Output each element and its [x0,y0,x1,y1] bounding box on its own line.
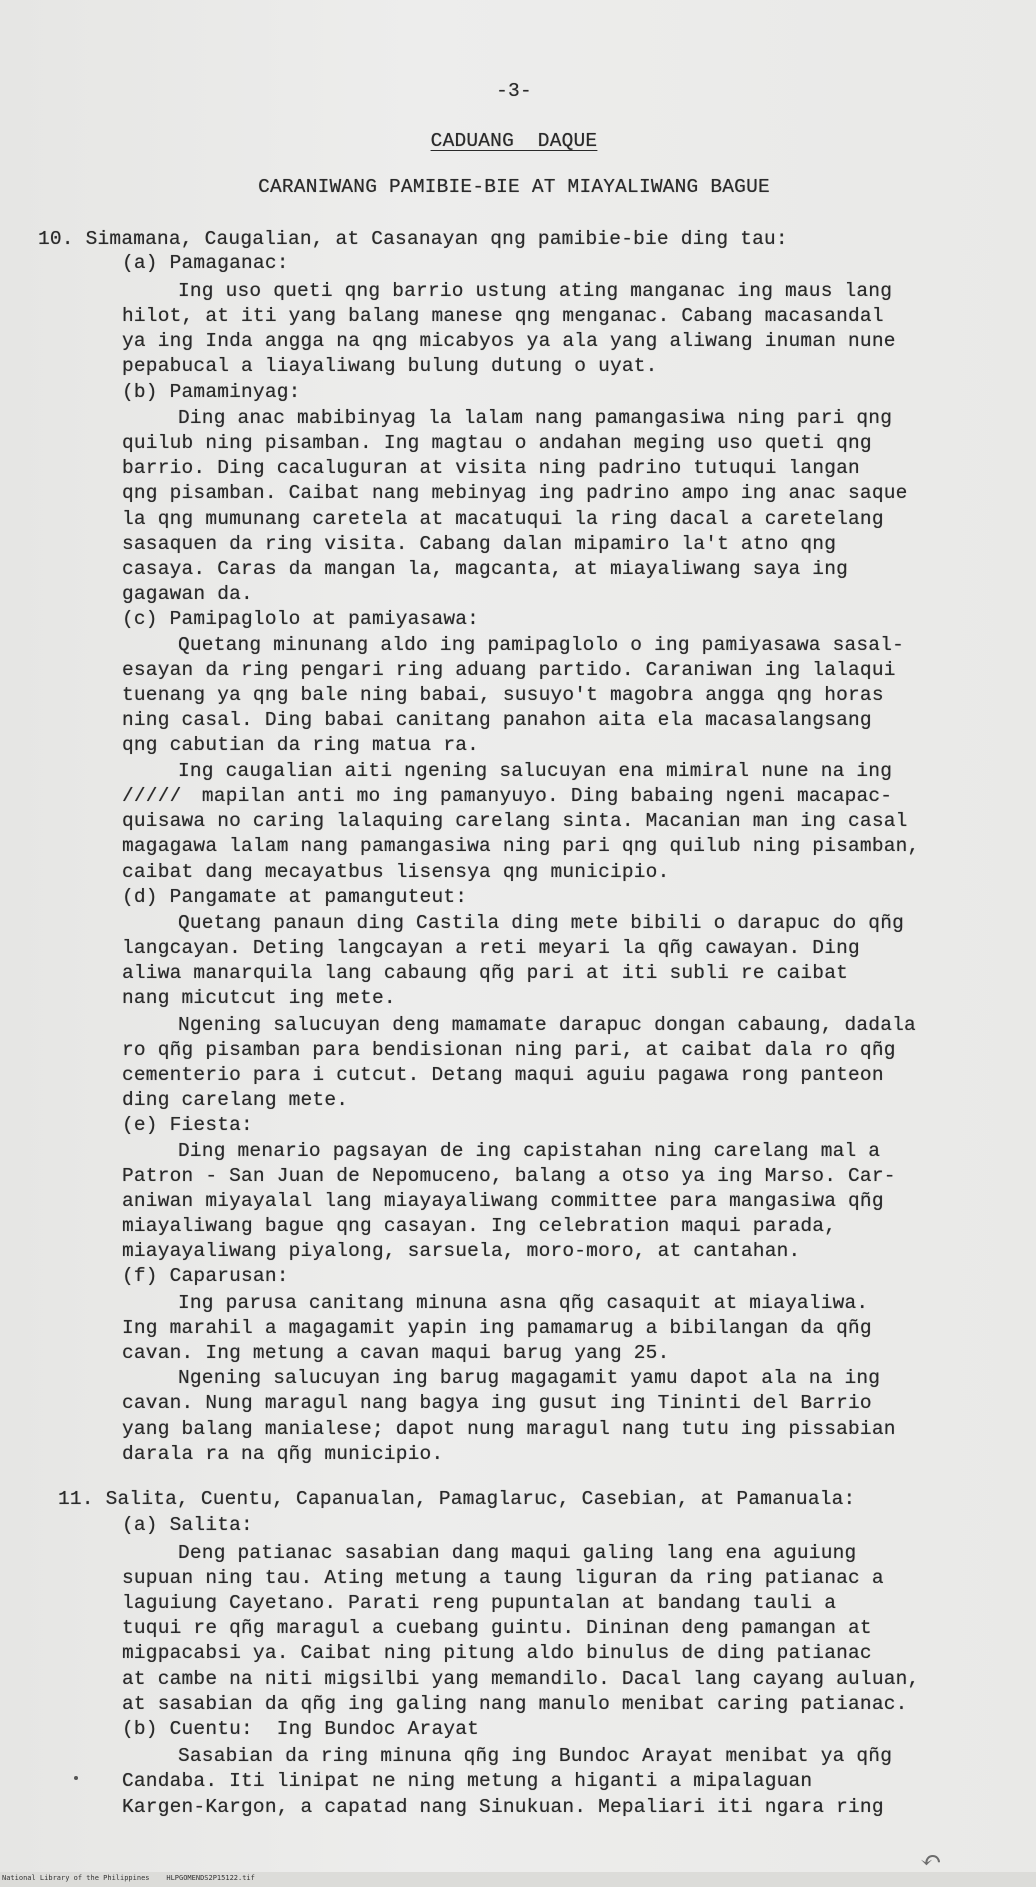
subsection-b-title: (b) Pamaminyag: [122,381,301,403]
paragraph-line: caibat dang mecayatbus lisensya qng municipio. [122,861,670,883]
paragraph-line: aniwan miyayalal lang miayayaliwang committee para mangasiwa qñg [122,1190,884,1212]
paragraph-line: ning casal. Ding babai canitang panahon aita ela macasalangsang [122,709,872,731]
paragraph-line: Ding anac mabibinyag la lalam nang pamangasiwa ning pari qng [178,407,893,429]
paragraph-line: qng cabutian da ring matua ra. [122,734,480,756]
paragraph-line: sasaquen da ring visita. Cabang dalan mipamiro la't atno qng [122,533,837,555]
margin-dot [74,1776,78,1780]
paragraph-line: esayan da ring pengari ring aduang partido. Caraniwan ing lalaqui [122,659,896,681]
paragraph-line: Deng patianac sasabian dang maqui galing lang ena aguiung [178,1542,857,1564]
paragraph-line: langcayan. Deting langcayan a reti meyari la qñg cawayan. Ding [122,937,860,959]
item-11-title: 11. Salita, Cuentu, Capanualan, Pamaglaruc, Casebian, at Pamanuala: [58,1488,856,1510]
paragraph-line: yang balang manialese; dapot nung maragul nang tutu ing pissabian [122,1418,896,1440]
paragraph-line: supuan ning tau. Ating metung a taung liguran da ring patianac a [122,1567,884,1589]
paragraph-line: ya ing Inda angga na qng micabyos ya ala yang aliwang inuman nune [122,330,896,352]
paragraph-line: Quetang panaun ding Castila ding mete bibili o darapuc do qñg [178,912,905,934]
paragraph-line: Ing marahil a magagamit yapin ing pamamarug a bibilangan da qñg [122,1317,872,1339]
paragraph-line: tuqui re qñg maragul a cuebang guintu. Dininan deng pamangan at [122,1617,872,1639]
paragraph-line: Ing parusa canitang minuna asna qñg casaquit at miayaliwa. [178,1292,869,1314]
paragraph-line: cavan. Nung maragul nang bagya ing gusut ing Tininti del Barrio [122,1392,872,1414]
paragraph-line: cavan. Ing metung a cavan maqui barug yang 25. [122,1342,670,1364]
paragraph-line: hilot, at iti yang balang manese qng menganac. Cabang macasandal [122,305,884,327]
paragraph-line: mapilan anti mo ing pamanyuyo. Ding babaing ngeni macapac- [190,785,893,807]
paragraph-line: gagawan da. [122,583,253,605]
paragraph-line: Ngening salucuyan ing barug magagamit yamu dapot ala na ing [178,1367,881,1389]
subsection-f-title: (f) Caparusan: [122,1265,289,1287]
paragraph-line: aliwa manarquila lang cabaung qñg pari at iti subli re caibat [122,962,849,984]
paragraph-line: casaya. Caras da mangan la, magcanta, at miayaliwang saya ing [122,558,849,580]
paragraph-line: Ding menario pagsayan de ing capistahan ning carelang mal a [178,1140,881,1162]
paragraph-line: migpacabsi ya. Caibat ning pitung aldo binulus de ding patianac [122,1642,872,1664]
subsection-a-title: (a) Salita: [122,1514,253,1536]
subsection-a-title: (a) Pamaganac: [122,252,289,274]
section-heading: CADUANG DAQUE [430,130,598,152]
paragraph-line: Ngening salucuyan deng mamamate darapuc dongan cabaung, dadala [178,1014,916,1036]
paragraph-line: miayaliwang bague qng casayan. Ing celebration maqui parada, [122,1215,837,1237]
paragraph-line: Ing uso queti qng barrio ustung ating manganac ing maus lang [178,280,893,302]
section-subheading: CARANIWANG PAMIBIE-BIE AT MIAYALIWANG BAGUE [258,176,770,198]
subsection-d-title: (d) Pangamate at pamanguteut: [122,886,468,908]
paragraph-line: ding carelang mete. [122,1089,349,1111]
paragraph-line: laguiung Cayetano. Parati reng pupuntalan at bandang tauli a [122,1592,837,1614]
paragraph-line: Candaba. Iti linipat ne ning metung a higanti a mipalaguan [122,1770,813,1792]
struck-out-text: ///// [122,785,182,807]
handwritten-mark: ↶ [920,1846,942,1876]
paragraph-line: Patron - San Juan de Nepomuceno, balang a otso ya ing Marso. Car- [122,1165,896,1187]
item-10-title: 10. Simamana, Caugalian, at Casanayan qng pamibie-bie ding tau: [38,228,788,250]
paragraph-line: magagawa lalam nang pamangasiwa ning pari qng quilub ning pisamban, [122,835,920,857]
paragraph-line: la qng mumunang caretela at macatuqui la ring dacal a caretelang [122,508,884,530]
paragraph-line: cementerio para i cutcut. Detang maqui aguiu pagawa rong panteon [122,1064,884,1086]
paragraph-line: darala ra na qñg municipio. [122,1443,444,1465]
paragraph-line: at sasabian da qñg ing galing nang manulo menibat caring patianac. [122,1693,908,1715]
paragraph-line: quisawa no caring lalaquing carelang sinta. Macanian man ing casal [122,810,908,832]
paragraph-line: barrio. Ding cacaluguran at visita ning padrino tutuqui langan [122,457,860,479]
page-number: -3- [496,80,532,102]
paragraph-line: Kargen-Kargon, a capatad nang Sinukuan. Mepaliari iti ngara ring [122,1796,884,1818]
paragraph-line: qng pisamban. Caibat nang mebinyag ing padrino ampo ing anac saque [122,482,908,504]
paragraph-line: quilub ning pisamban. Ing magtau o andahan meging uso queti qng [122,432,872,454]
paragraph-line: at cambe na niti migsilbi yang memandilo. Dacal lang cayang auluan, [122,1668,920,1690]
paragraph-line: tuenang ya qng bale ning babai, susuyo't magobra angga qng horas [122,684,884,706]
paragraph-line: miayayaliwang piyalong, sarsuela, moro-moro, at cantahan. [122,1240,801,1262]
subsection-c-title: (c) Pamipaglolo at pamiyasawa: [122,608,480,630]
paragraph-line: Quetang minunang aldo ing pamipaglolo o ing pamiyasawa sasal- [178,634,905,656]
paragraph-line: nang micutcut ing mete. [122,987,396,1009]
paragraph-line: pepabucal a liayaliwang bulung dutung o uyat. [122,355,658,377]
subsection-b-title: (b) Cuentu: Ing Bundoc Arayat [122,1718,480,1740]
paragraph-line: Ing caugalian aiti ngening salucuyan ena mimiral nune na ing [178,760,893,782]
subsection-e-title: (e) Fiesta: [122,1114,253,1136]
scan-footer: National Library of the Philippines HLPGOMENDS2P15122.tif [2,1874,255,1882]
paragraph-line: Sasabian da ring minuna qñg ing Bundoc Arayat menibat ya qñg [178,1745,893,1767]
paragraph-line: ro qñg pisamban para bendisionan ning pari, at caibat dala ro qñg [122,1039,896,1061]
